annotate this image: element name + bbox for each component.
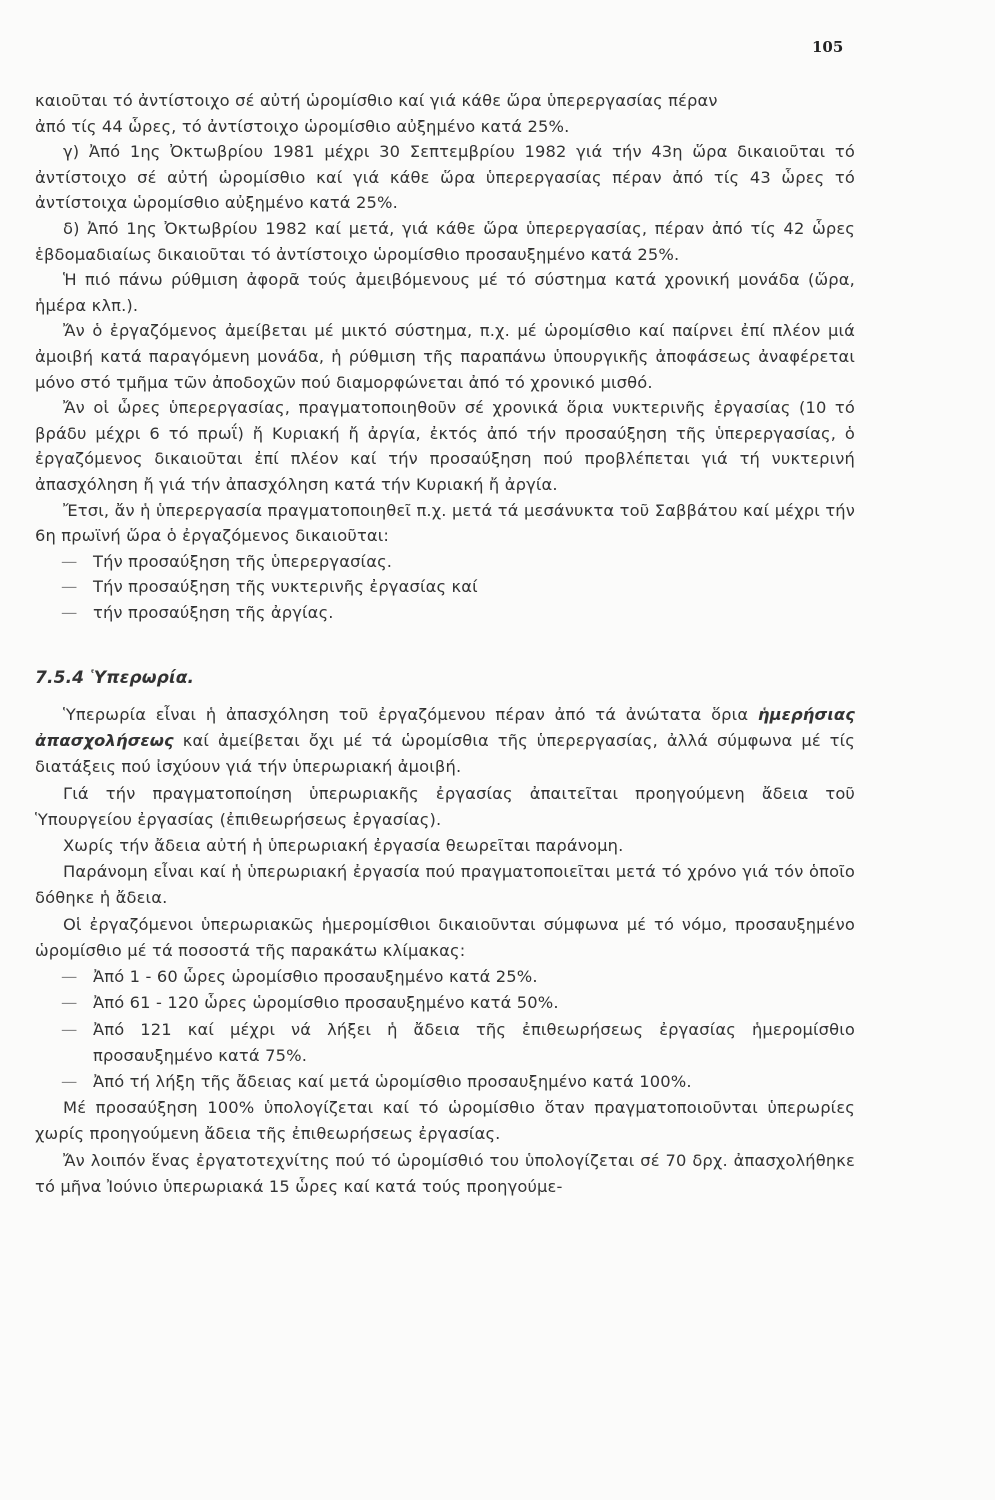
- list-item: [35, 990, 855, 1016]
- paragraph-text: Ὑπερωρία εἶναι ἡ ἀπασχόληση τοῦ ἐργαζόμενου πέραν ἀπό τά ἀνώτατα ὅρια: [63, 705, 758, 725]
- paragraph: [35, 702, 855, 781]
- list-item-text: Τήν προσαύξηση τῆς νυκτερινῆς ἐργασίας καί: [93, 577, 478, 597]
- paragraph: Ἄν λοιπόν ἕνας ἐργατοτεχνίτης πού τό ὡρομίσθιό του ὑπολογίζεται σέ 70 δρχ. ἀπασχολήθηκε τό μῆνα Ἰούνιο ὑπερωριακά 15 ὧρες καί κατά τούς προηγούμε-: [35, 1150, 855, 1196]
- dash-bullet-icon: —: [61, 967, 78, 987]
- paragraph: Μέ προσαύξηση 100% ὑπολογίζεται καί τό ὡρομίσθιο ὅταν πραγματοποιοῦνται ὑπερωρίες χωρίς προηγούμενη ἄδεια τῆς ἐπιθεωρήσεως ἐργασίας.: [35, 1098, 855, 1144]
- list-item: [35, 1069, 855, 1095]
- paragraph: Οἱ ἐργαζόμενοι ὑπερωριακῶς ἡμερομίσθιοι δικαιοῦνται σύμφωνα μέ τό νόμο, προσαυξημένο ὡρομίσθιο μέ τά ποσοστά τῆς παρακάτω κλίμακας:: [35, 914, 855, 960]
- dash-bullet-icon: —: [61, 577, 78, 597]
- list-item: [35, 964, 855, 990]
- paragraph: Ἔτσι, ἄν ἡ ὑπερεργασία πραγματοποιηθεῖ π.χ. μετά τά μεσάνυκτα τοῦ Σαββάτου καί μέχρι τήν 6η πρωϊνή ὥρα ὁ ἐργαζόμενος δικαιοῦται:: [35, 500, 855, 546]
- paragraph: Ἡ πιό πάνω ρύθμιση ἀφορᾶ τούς ἀμειβόμενους μέ τό σύστημα κατά χρονική μονάδα (ὥρα, ἡμέρα κλπ.).: [35, 270, 855, 315]
- paragraph: Ἄν ὁ ἐργαζόμενος ἀμείβεται μέ μικτό σύστημα, π.χ. μέ ὡρομίσθιο καί παίρνει ἐπί πλέον μιά ἀμοιβή κατά παραγόμενη μονάδα, ἡ ρύθμιση τῆς παραπάνω ὑπουργικῆς ἀποφάσεως ἀναφέρεται μόνο στό τμῆμα τῶν ἀποδοχῶν πού διαμορφώνεται ἀπό τό χρονικό μισθό.: [35, 321, 855, 392]
- paragraph-text: καί ἀμείβεται ὄχι μέ τά ὡρομίσθια τῆς ὑπερεργασίας, ἀλλά σύμφωνα μέ τίς διατάξεις πού ἰσχύουν γιά τήν ὑπερωριακή ἀμοιβή.: [35, 731, 855, 777]
- dash-bullet-icon: —: [61, 1019, 78, 1039]
- paragraph: δ) Ἀπό 1ης Ὀκτωβρίου 1982 καί μετά, γιά κάθε ὥρα ὑπερεργασίας, πέραν ἀπό τίς 42 ὧρες ἑβδομαδιαίως δικαιοῦται τό ἀντίστοιχο ὡρομίσθιο προσαυξημένο κατά 25%.: [35, 218, 855, 264]
- page-body: [35, 88, 855, 1200]
- list-item-text: Ἀπό 1 - 60 ὧρες ὡρομίσθιο προσαυξημένο κατά 25%.: [93, 967, 538, 987]
- list-item: [35, 1017, 855, 1069]
- list-item: [35, 600, 855, 626]
- list-item-text: τήν προσαύξηση τῆς ἀργίας.: [93, 602, 334, 622]
- paragraph: Παράνομη εἶναι καί ἡ ὑπερωριακή ἐργασία πού πραγματοποιεῖται μετά τό χρόνο γιά τόν ὁποῖο δόθηκε ἡ ἄδεια.: [35, 862, 855, 908]
- section-heading: 7.5.4 Ὑπερωρία.: [35, 668, 195, 689]
- dash-bullet-icon: —: [61, 1071, 78, 1091]
- emphasis-term: ἡμερήσιας ἀπασχολήσεως: [35, 705, 855, 751]
- dash-bullet-icon: —: [61, 551, 78, 571]
- list-item-text: Ἀπό 121 καί μέχρι νά λήξει ἡ ἄδεια τῆς ἐπιθεωρήσεως ἐργασίας ἡμερομίσθιο προσαυξημένο κατά 75%.: [93, 1019, 855, 1065]
- dash-bullet-icon: —: [61, 993, 78, 1013]
- list-item-text: Ἀπό τή λήξη τῆς ἄδειας καί μετά ὡρομίσθιο προσαυξημένο κατά 100%.: [93, 1071, 692, 1091]
- list-item: [35, 549, 855, 575]
- paragraph: καιοῦται τό ἀντίστοιχο σέ αὐτή ὡρομίσθιο καί γιά κάθε ὥρα ὑπερεργασίας πέραν: [35, 91, 718, 110]
- section-body: [35, 702, 855, 1200]
- dash-bullet-icon: —: [61, 602, 78, 622]
- list-item: [35, 574, 855, 600]
- list-item-text: Ἀπό 61 - 120 ὧρες ὡρομίσθιο προσαυξημένο κατά 50%.: [93, 993, 559, 1013]
- paragraph: Ἄν οἱ ὧρες ὑπερεργασίας, πραγματοποιηθοῦν σέ χρονικά ὅρια νυκτερινῆς ἐργασίας (10 τό βράδυ μέχρι 6 τό πρωΐ) ἤ Κυριακή ἤ ἀργία, ἐκτός ἀπό τήν προσαύξηση τῆς ὑπερεργασίας, ὁ ἐργαζόμενος δικαιοῦται ἐπί πλέον καί τήν προσαύξηση πού προβλέπεται γιά τή νυκτερινή ἀπασχόληση ἤ γιά τήν ἀπασχόληση κατά τήν Κυριακή ἤ ἀργία.: [35, 398, 855, 494]
- page-number: 105: [812, 38, 844, 56]
- paragraph: Χωρίς τήν ἄδεια αὐτή ἡ ὑπερωριακή ἐργασία θεωρεῖται παράνομη.: [63, 836, 624, 856]
- paragraph: ἀπό τίς 44 ὧρες, τό ἀντίστοιχο ὡρομίσθιο αὐξημένο κατά 25%.: [35, 116, 570, 136]
- paragraph: γ) Ἀπό 1ης Ὀκτωβρίου 1981 μέχρι 30 Σεπτεμβρίου 1982 γιά τήν 43η ὥρα δικαιοῦται τό ἀντίστοιχο σέ αὐτή ὡρομίσθιο καί γιά κάθε ὥρα ὑπερεργασίας πέραν ἀπό τίς 43 ὧρες τό ἀντίστοιχα ὡρομίσθιο αὐξημένο κατά 25%.: [35, 142, 855, 213]
- list-item-text: Τήν προσαύξηση τῆς ὑπερεργασίας.: [93, 551, 393, 571]
- paragraph: Γιά τήν πραγματοποίηση ὑπερωριακῆς ἐργασίας ἀπαιτεῖται προηγούμενη ἄδεια τοῦ Ὑπουργείου ἐργασίας (ἐπιθεωρήσεως ἐργασίας).: [35, 783, 855, 829]
